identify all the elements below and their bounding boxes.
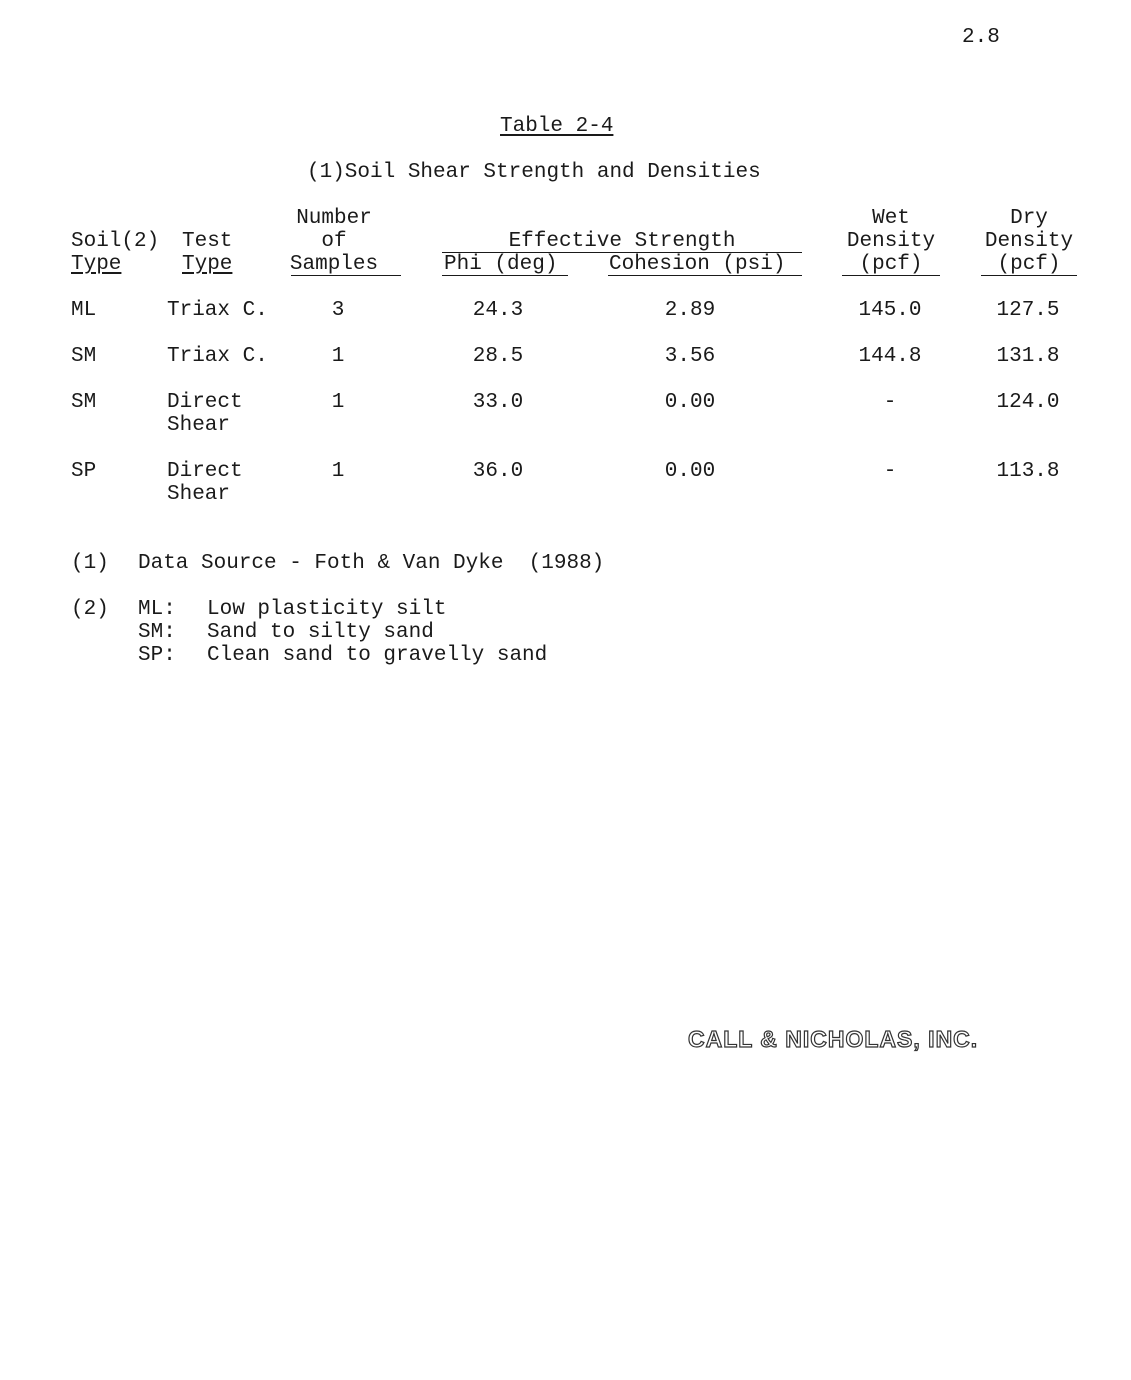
table-cell-samples: 1 (331, 391, 345, 414)
table-cell-test-line2: Shear (167, 414, 231, 437)
table-cell-test: Direct (167, 460, 243, 483)
table-cell-samples: 3 (331, 299, 345, 322)
table-cell-phi: 28.5 (472, 345, 524, 368)
table-cell-test: Triax C. (167, 345, 268, 368)
header-dry-rule (981, 275, 1077, 276)
header-soil-line1: Soil(2) (71, 230, 160, 253)
company-logo: CALL & NICHOLAS, INC. (688, 1026, 979, 1052)
table-cell-cohesion: 3.56 (664, 345, 716, 368)
table-cell-wet: - (883, 460, 897, 483)
table-cell-phi: 24.3 (472, 299, 524, 322)
header-cohesion-rule (608, 275, 802, 276)
table-cell-wet: - (883, 391, 897, 414)
header-cohesion: Cohesion (psi) (609, 253, 786, 276)
note-2-marker: (2) (71, 598, 109, 621)
table-cell-dry: 113.8 (996, 460, 1060, 483)
table-label: Table 2-4 (500, 115, 614, 138)
header-dry-line2: Density (984, 230, 1074, 253)
table-cell-soil: SM (71, 391, 97, 414)
table-cell-samples: 1 (331, 345, 345, 368)
header-wet-line2: Density (846, 230, 936, 253)
note-2-code: SP: (138, 644, 176, 667)
header-dry-line1: Dry (1010, 207, 1048, 230)
table-cell-phi: 33.0 (472, 391, 524, 414)
header-samples-line3: Samples (289, 253, 379, 276)
header-soil-line2: Type (71, 253, 122, 276)
table-cell-dry: 124.0 (996, 391, 1060, 414)
header-dry-line3: (pcf) (997, 253, 1061, 276)
header-wet-rule (842, 275, 940, 276)
header-wet-line3: (pcf) (859, 253, 923, 276)
table-cell-dry: 127.5 (996, 299, 1060, 322)
table-cell-wet: 145.0 (858, 299, 922, 322)
table-cell-samples: 1 (331, 460, 345, 483)
note-1-marker: (1) (71, 552, 109, 575)
header-samples-rule (291, 275, 401, 276)
table-cell-cohesion: 2.89 (664, 299, 716, 322)
table-cell-test-line2: Shear (167, 483, 231, 506)
table-title: (1)Soil Shear Strength and Densities (307, 161, 761, 184)
page-number: 2.8 (962, 26, 1000, 49)
table-cell-wet: 144.8 (858, 345, 922, 368)
table-cell-dry: 131.8 (996, 345, 1060, 368)
table-cell-soil: SP (71, 460, 97, 483)
table-cell-soil: SM (71, 345, 97, 368)
header-samples-line2: of (321, 230, 347, 253)
header-samples-line1: Number (296, 207, 372, 230)
header-test-line2: Type (182, 253, 233, 276)
note-2-code: ML: (138, 598, 176, 621)
table-cell-soil: ML (71, 299, 97, 322)
table-cell-cohesion: 0.00 (664, 460, 716, 483)
table-cell-test: Triax C. (167, 299, 268, 322)
table-cell-phi: 36.0 (472, 460, 524, 483)
header-wet-line1: Wet (872, 207, 910, 230)
header-effective-strength: Effective Strength (508, 230, 736, 253)
note-2-code: SM: (138, 621, 176, 644)
table-cell-cohesion: 0.00 (664, 391, 716, 414)
header-phi: Phi (deg) (444, 253, 558, 276)
note-2-desc: Low plasticity silt (207, 598, 447, 621)
note-2-desc: Sand to silty sand (207, 621, 434, 644)
table-cell-test: Direct (167, 391, 243, 414)
note-2-desc: Clean sand to gravelly sand (207, 644, 548, 667)
header-test-line1: Test (182, 230, 233, 253)
note-1-text: Data Source - Foth & Van Dyke (1988) (138, 552, 605, 575)
header-phi-rule (442, 275, 568, 276)
